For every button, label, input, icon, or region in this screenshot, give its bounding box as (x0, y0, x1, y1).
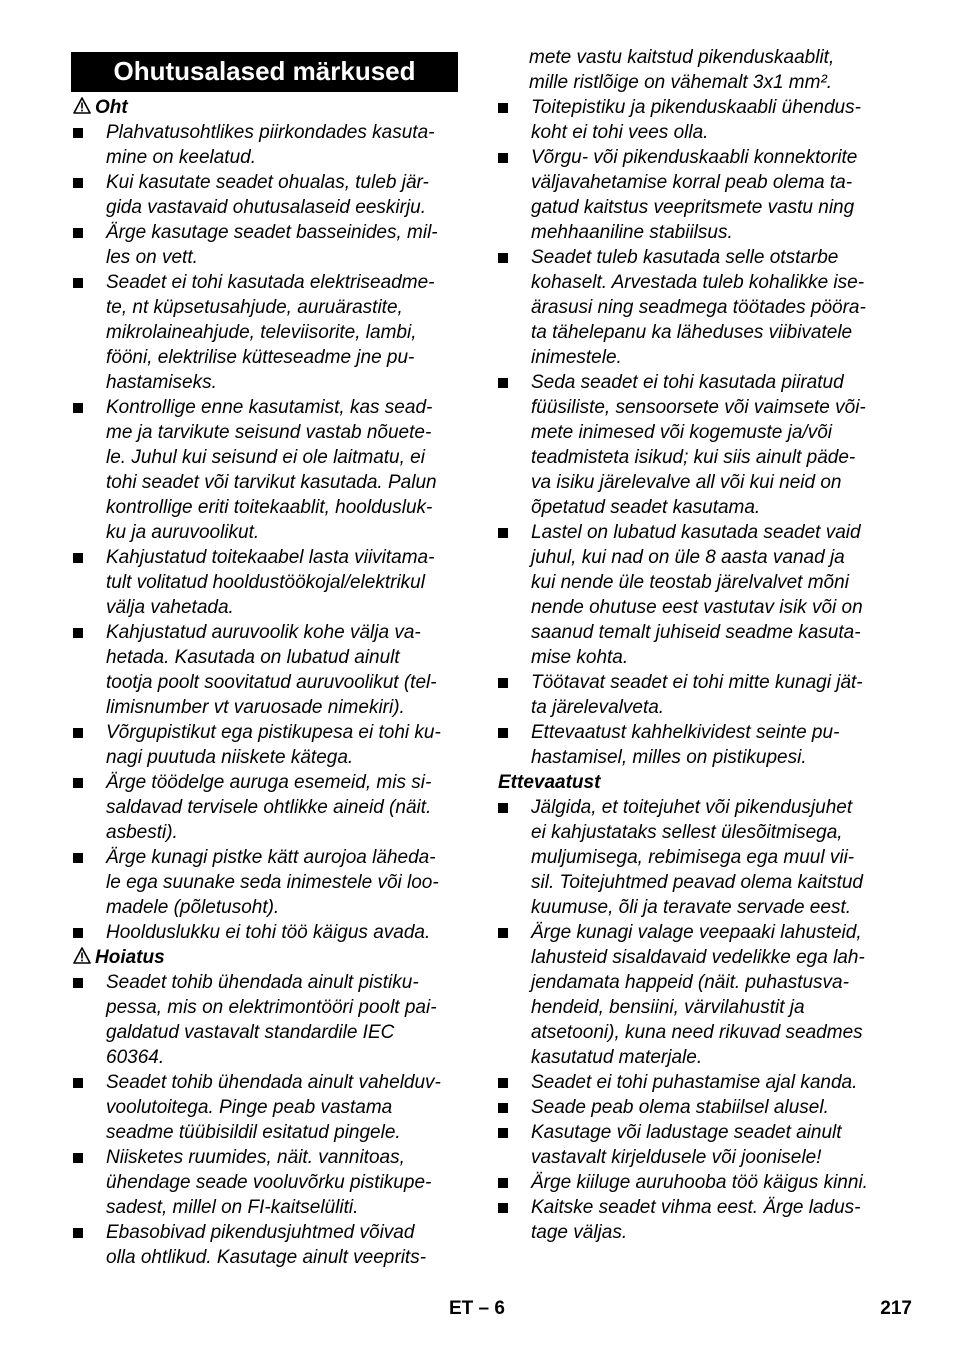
square-bullet-icon (498, 1103, 508, 1113)
text-line: asbesti). (106, 822, 178, 843)
square-bullet-icon (73, 778, 83, 788)
text-line: saldavad tervisele ohtlikke aineid (näit. (106, 797, 432, 818)
caution-list-item-text (531, 1195, 861, 1245)
square-bullet-icon (498, 153, 508, 163)
warning-heading-text: Hoiatus (95, 947, 165, 968)
caution-list-item-text (531, 1120, 842, 1170)
square-bullet-icon (498, 803, 508, 813)
square-bullet-icon (73, 978, 83, 988)
text-line: tohi seadet või tarvikut kasutada. Palun (106, 472, 437, 493)
text-line: galdatud vastavalt standardile IEC (106, 1022, 395, 1043)
text-line: Töötavat seadet ei tohi mitte kunagi jät- (531, 672, 863, 693)
square-bullet-icon (73, 1078, 83, 1088)
text-line: Seadet tohib ühendada ainult vahelduv- (106, 1072, 441, 1093)
text-line: teadmisteta isikud; kui siis ainult päde- (531, 447, 856, 468)
text-line: me ja tarvikute seisund vastab nõuete- (106, 422, 432, 443)
square-bullet-icon (498, 928, 508, 938)
text-line: hetada. Kasutada on lubatud ainult (106, 647, 400, 668)
text-line: Seadet ei tohi kasutada elektriseadme- (106, 272, 435, 293)
warning-list-continued-item-text (531, 670, 863, 720)
text-line: Ettevaatust kahhelkividest seinte pu- (531, 722, 840, 743)
warning-heading (73, 945, 165, 970)
text-line: seadme tüübisildil esitatud pingele. (106, 1122, 401, 1143)
text-line: olla ohtlikud. Kasutage ainult veeprits- (106, 1247, 427, 1268)
text-line: mine on keelatud. (106, 147, 256, 168)
text-line: nende ohutuse eest vastutav isik või on (531, 597, 863, 618)
square-bullet-icon (498, 1128, 508, 1138)
text-line: pessa, mis on elektrimontööri poolt pai- (106, 997, 437, 1018)
text-line: les on vett. (106, 247, 198, 268)
warning-list-continued-item-text (531, 245, 866, 370)
text-line: hendeid, bensiini, värvilahustit ja (531, 997, 805, 1018)
text-line: Ärge kunagi pistke kätt aurojoa läheda- (106, 847, 436, 868)
text-line: Kontrollige enne kasutamist, kas sead- (106, 397, 433, 418)
caution-heading-text: Ettevaatust (498, 772, 601, 793)
danger-list-item-text (106, 845, 439, 920)
text-line: atsetooni), kuna need rikuvad seadmes (531, 1022, 863, 1043)
text-line: Hoolduslukku ei tohi töö käigus avada. (106, 922, 431, 943)
text-line: limisnumber vt varuosade nimekiri). (106, 697, 405, 718)
square-bullet-icon (498, 528, 508, 538)
square-bullet-icon (73, 728, 83, 738)
square-bullet-icon (73, 128, 83, 138)
text-line: füüsiliste, sensoorsete või vaimsete või- (531, 397, 866, 418)
text-line: mise kohta. (531, 647, 629, 668)
text-line: ta järelevalveta. (531, 697, 665, 718)
text-line: Jälgida, et toitejuhet või pikendusjuhet (531, 797, 853, 818)
text-line: Ärge töödelge auruga esemeid, mis si- (106, 772, 432, 793)
danger-heading-text: Oht (95, 97, 128, 118)
square-bullet-icon (73, 1228, 83, 1238)
text-line: mehhaaniline stabiilsus. (531, 222, 733, 243)
text-line: hastamiseks. (106, 372, 217, 393)
text-line: kui nende üle teostab järelvalvet mõni (531, 572, 849, 593)
warning-continuation (529, 45, 834, 95)
warning-list-item-text (106, 1220, 426, 1270)
text-line: 60364. (106, 1047, 165, 1068)
danger-list-item-text (106, 770, 431, 845)
text-line: ärasusi ning seadmega töötades pööra- (531, 297, 866, 318)
square-bullet-icon (498, 1178, 508, 1188)
text-line: voolutoitega. Pinge peab vastama (106, 1097, 393, 1118)
text-line: mille ristlõige on vähemalt 3x1 mm². (529, 72, 833, 93)
warning-list-continued-item-text (531, 720, 839, 770)
caution-heading (498, 770, 600, 795)
text-line: Kaitske seadet vihma eest. Ärge ladus- (531, 1197, 861, 1218)
text-line: Ärge kasutage seadet basseinides, mil- (106, 222, 438, 243)
square-bullet-icon (498, 378, 508, 388)
text-line: kuumuse, õli ja teravate servade eest. (531, 897, 852, 918)
text-line: Niisketes ruumides, näit. vannitoas, (106, 1147, 405, 1168)
square-bullet-icon (73, 178, 83, 188)
caution-list-item-text (531, 1095, 829, 1120)
danger-list-item-text (106, 720, 441, 770)
square-bullet-icon (73, 628, 83, 638)
danger-list-item-text (106, 170, 429, 220)
danger-list-item-text (106, 270, 434, 395)
text-line: Kahjustatud auruvoolik kohe välja va- (106, 622, 421, 643)
text-line: hastamisel, milles on pistikupesi. (531, 747, 807, 768)
page-title: Ohutusalased märkused (71, 52, 458, 92)
warning-list-continued-item-text (531, 520, 863, 670)
text-line: ühendage seade vooluvõrku pistikupe- (106, 1172, 432, 1193)
footer-section-code: ET – 6 (449, 1298, 505, 1319)
square-bullet-icon (498, 253, 508, 263)
square-bullet-icon (498, 103, 508, 113)
text-line: mete vastu kaitstud pikenduskaablit, (529, 47, 835, 68)
danger-heading (73, 95, 128, 120)
text-line: välja vahetada. (106, 597, 234, 618)
text-line: tootja poolt soovitatud auruvoolikut (tel- (106, 672, 437, 693)
text-line: gatud kaitstus veepritsmete vastu ning (531, 197, 855, 218)
footer-page-number: 217 (880, 1298, 912, 1319)
square-bullet-icon (498, 728, 508, 738)
text-line: Seadet ei tohi puhastamise ajal kanda. (531, 1072, 858, 1093)
caution-list-item-text (531, 1070, 857, 1095)
warning-triangle-icon (73, 945, 95, 970)
text-line: vastavalt kirjeldusele või joonisele! (531, 1147, 822, 1168)
danger-list-item-text (106, 545, 434, 620)
text-line: Võrgu- või pikenduskaabli konnektorite (531, 147, 858, 168)
text-line: nagi puutuda niiskete kätega. (106, 747, 354, 768)
warning-list-item-text (106, 970, 437, 1070)
square-bullet-icon (73, 278, 83, 288)
warning-triangle-icon (73, 95, 95, 120)
text-line: õpetatud seadet kasutama. (531, 497, 761, 518)
text-line: mete inimesed või kogemuste ja/või (531, 422, 832, 443)
caution-list-item-text (531, 920, 865, 1070)
text-line: tage väljas. (531, 1222, 628, 1243)
text-line: Ärge kiiluge auruhooba töö käigus kinni. (531, 1172, 868, 1193)
text-line: Võrgupistikut ega pistikupesa ei tohi ku- (106, 722, 441, 743)
square-bullet-icon (73, 853, 83, 863)
caution-list-item-text (531, 795, 863, 920)
text-line: Plahvatusohtlikes piirkondades kasuta- (106, 122, 435, 143)
square-bullet-icon (498, 678, 508, 688)
text-line: ta tähelepanu ka läheduses viibivatele (531, 322, 853, 343)
square-bullet-icon (73, 928, 83, 938)
danger-list-item-text (106, 395, 437, 545)
text-line: muljumisega, rebimisega ega muul vii- (531, 847, 855, 868)
text-line: väljavahetamise korral peab olema ta- (531, 172, 853, 193)
text-line: Seadet tuleb kasutada selle otstarbe (531, 247, 839, 268)
text-line: tult volitatud hooldustöökojal/elektrikul (106, 572, 425, 593)
text-line: kohaselt. Arvestada tuleb kohalikke ise- (531, 272, 865, 293)
text-line: inimestele. (531, 347, 622, 368)
square-bullet-icon (498, 1203, 508, 1213)
text-line: le ega suunake seda inimestele või loo- (106, 872, 439, 893)
text-line: Toitepistiku ja pikenduskaabli ühendus- (531, 97, 861, 118)
text-line: Seade peab olema stabiilsel alusel. (531, 1097, 829, 1118)
text-line: ei kahjustataks sellest ülesõitmisega, (531, 822, 843, 843)
text-line: le. Juhul kui seisund ei ole laitmatu, ei (106, 447, 425, 468)
text-line: Kui kasutate seadet ohualas, tuleb jär- (106, 172, 429, 193)
text-line: ku ja auruvoolikut. (106, 522, 260, 543)
text-line: juhul, kui nad on üle 8 aasta vanad ja (531, 547, 845, 568)
text-line: koht ei tohi vees olla. (531, 122, 709, 143)
text-line: te, nt küpsetusahjude, auruärastite, (106, 297, 403, 318)
text-line: lahusteid sisaldavaid vedelikke ega lah- (531, 947, 865, 968)
text-line: Lastel on lubatud kasutada seadet vaid (531, 522, 861, 543)
text-line: Ebasobivad pikendusjuhtmed võivad (106, 1222, 415, 1243)
text-line: sil. Toitejuhtmed peavad olema kaitstud (531, 872, 863, 893)
text-line: mikrolaineahjude, televiisorite, lambi, (106, 322, 417, 343)
text-line: Kahjustatud toitekaabel lasta viivitama- (106, 547, 435, 568)
text-line: kasutatud materjale. (531, 1047, 703, 1068)
text-line: jendamata happeid (näit. puhastusva- (531, 972, 849, 993)
danger-list-item-text (106, 220, 438, 270)
text-line: Seda seadet ei tohi kasutada piiratud (531, 372, 844, 393)
warning-list-continued-item-text (531, 145, 857, 245)
square-bullet-icon (73, 228, 83, 238)
square-bullet-icon (73, 553, 83, 563)
square-bullet-icon (73, 403, 83, 413)
text-line: Seadet tohib ühendada ainult pistiku- (106, 972, 419, 993)
warning-list-continued-item-text (531, 370, 866, 520)
danger-list-item-text (106, 120, 434, 170)
text-line: va isiku järelevalve all või kui neid on (531, 472, 842, 493)
warning-list-item-text (106, 1145, 431, 1220)
danger-list-item-text (106, 920, 430, 945)
text-line: kontrollige eriti toitekaablit, hooldusluk- (106, 497, 433, 518)
text-line: gida vastavaid ohutusalaseid eeskirju. (106, 197, 427, 218)
caution-list-item-text (531, 1170, 868, 1195)
warning-list-item-text (106, 1070, 441, 1145)
text-line: sadest, millel on FI-kaitselüliti. (106, 1197, 359, 1218)
square-bullet-icon (73, 1153, 83, 1163)
danger-list-item-text (106, 620, 437, 720)
text-line: saanud temalt juhiseid seadme kasuta- (531, 622, 861, 643)
warning-list-continued-item-text (531, 95, 861, 145)
square-bullet-icon (498, 1078, 508, 1088)
text-line: Kasutage või ladustage seadet ainult (531, 1122, 842, 1143)
text-line: madele (põletusoht). (106, 897, 280, 918)
text-line: Ärge kunagi valage veepaaki lahusteid, (531, 922, 862, 943)
text-line: fööni, elektrilise kütteseadme jne pu- (106, 347, 415, 368)
